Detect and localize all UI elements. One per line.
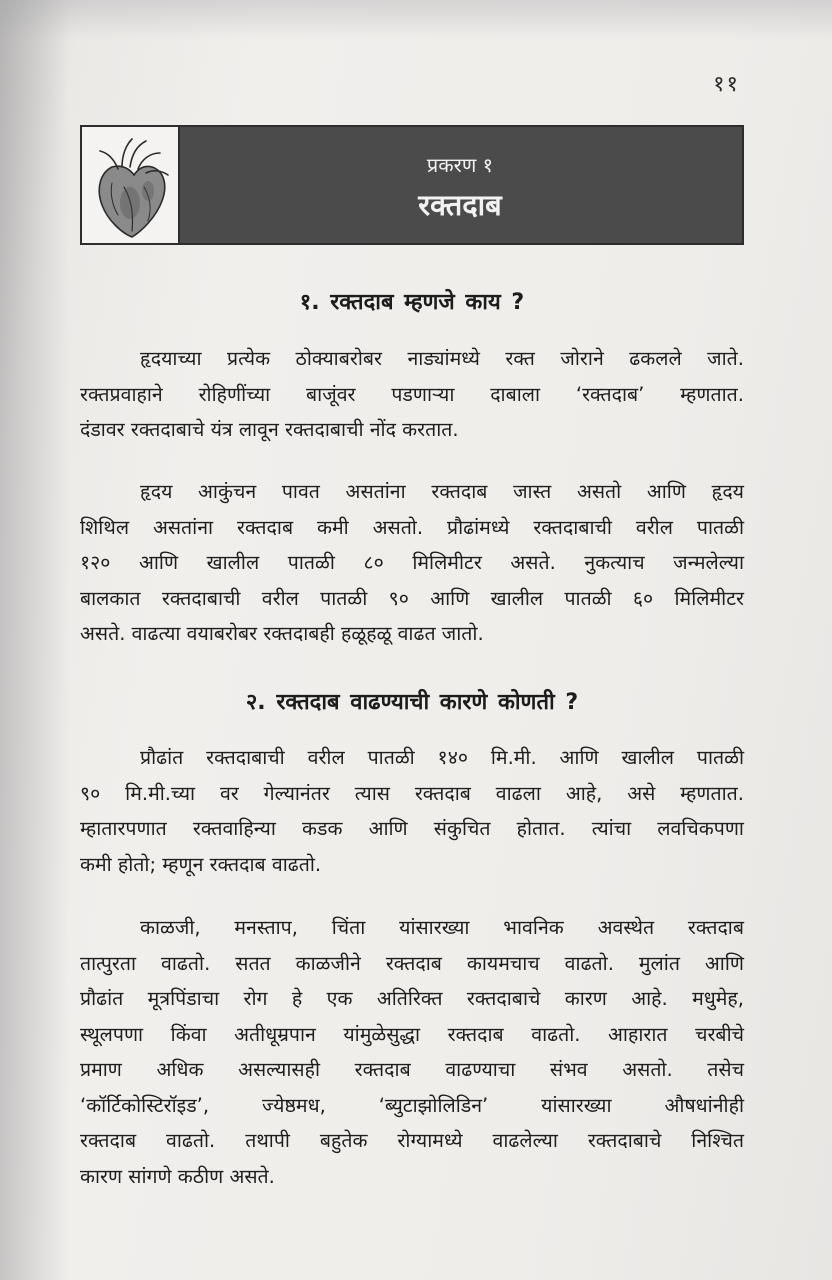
chapter-title: रक्तदाब (418, 188, 502, 222)
text-line: असते. वाढत्या वयाबरोबर रक्तदाबही हळूहळू वाढत जातो. (80, 622, 484, 645)
text-line: बालकात रक्तदाबाची वरील पातळी ९० आणि खालील पातळी ६० मिलिमीटर (80, 586, 744, 610)
paragraph (80, 474, 744, 652)
text-line: १२० आणि खालील पातळी ८० मिलिमीटर असते. नुकत्याच जन्मलेल्या (80, 551, 744, 574)
paragraph (80, 740, 744, 882)
text-line: दंडावर रक्तदाबाचे यंत्र लावून रक्तदाबाची नोंद करतात. (80, 418, 459, 441)
text-line: तात्पुरता वाढतो. सतत काळजीने रक्तदाब कायमचाच वाढतो. मुलांत आणि (80, 951, 744, 975)
paragraph (80, 910, 744, 1194)
chapter-label: प्रकरण १ (426, 153, 494, 177)
section-heading: १. रक्तदाब म्हणजे काय ? (299, 290, 525, 315)
text-line: रक्तदाब वाढतो. तथापी बहुतेक रोग्यामध्ये वाढलेल्या रक्तदाबाचे निश्चित (80, 1129, 744, 1152)
chapter-banner (80, 125, 744, 245)
heart-anatomy-icon (82, 127, 178, 243)
text-line: हृदय आकुंचन पावत असतांना रक्तदाब जास्त असतो आणि हृदय (140, 480, 744, 503)
page-number: ११ (713, 72, 740, 97)
chapter-banner-text (178, 127, 742, 243)
text-line: स्थूलपणा किंवा अतीधूम्रपान यांमुळेसुद्धा रक्तदाब वाढतो. आहारात चरबीचे (80, 1022, 744, 1046)
text-line: कमी होतो; म्हणून रक्तदाब वाढतो. (80, 852, 322, 876)
text-line: रक्तप्रवाहाने रोहिणींच्या बाजूंवर पडणाऱ्या दाबाला ‘रक्तदाब’ म्हणतात. (80, 382, 744, 406)
text-line: कारण सांगणे कठीण असते. (80, 1164, 275, 1188)
heart-illustration (82, 127, 180, 243)
text-line: काळजी, मनस्ताप, चिंता यांसारख्या भावनिक अवस्थेत रक्तदाब (140, 916, 744, 939)
page-top-shadow (0, 0, 832, 40)
text-line: प्रौढांत रक्तदाबाची वरील पातळी १४० मि.मी. आणि खालील पातळी (140, 746, 744, 769)
text-line: प्रौढांत मूत्रपिंडाचा रोग हे एक अतिरिक्त रक्तदाबाचे कारण आहे. मधुमेह, (80, 987, 744, 1010)
paragraph (80, 341, 744, 448)
page-gutter-shadow (0, 0, 70, 1280)
text-line: प्रमाण अधिक असल्यासही रक्तदाब वाढण्याचा संभव असतो. तसेच (80, 1058, 744, 1081)
text-line: हृदयाच्या प्रत्येक ठोक्याबरोबर नाड्यांमध्ये रक्त जोराने ढकलले जाते. (140, 347, 744, 370)
text-line: म्हातारपणात रक्तवाहिन्या कडक आणि संकुचित होतात. त्यांचा लवचिकपणा (80, 817, 744, 840)
text-line: ‘कॉर्टिकोस्टिरॉइड’, ज्येष्ठमध, ‘ब्युटाझोलिडिन’ यांसारख्या औषधांनीही (80, 1093, 744, 1117)
section-heading: २. रक्तदाब वाढण्याची कारणे कोणती ? (245, 690, 579, 715)
text-line: शिथिल असतांना रक्तदाब कमी असतो. प्रौढांमध्ये रक्तदाबाची वरील पातळी (80, 515, 744, 539)
text-line: ९० मि.मी.च्या वर गेल्यानंतर त्यास रक्तदाब वाढला आहे, असे म्हणतात. (80, 781, 744, 805)
